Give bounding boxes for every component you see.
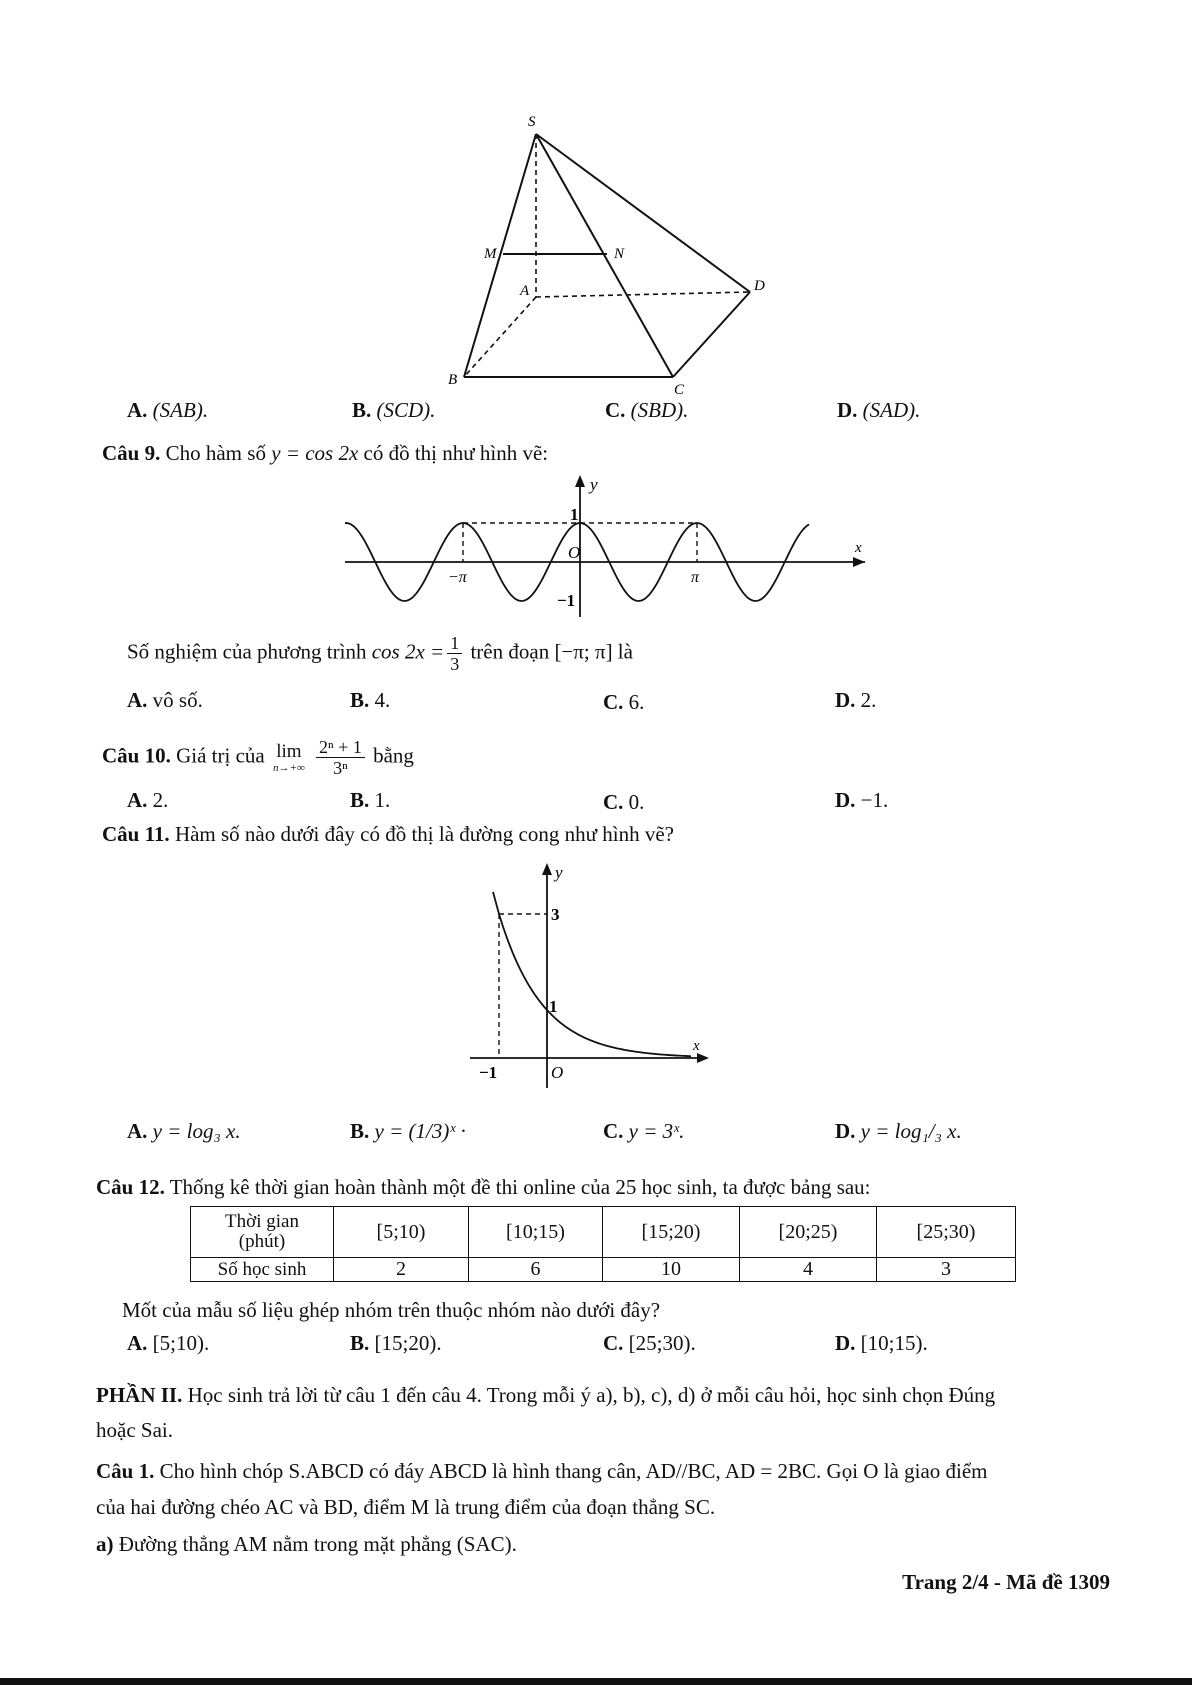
q11-option-c[interactable]: C. y = 3ˣ. bbox=[603, 1119, 685, 1143]
q8-option-a[interactable]: A. (SAB). bbox=[127, 398, 209, 422]
table-header-cell: Thời gian (phút) bbox=[191, 1207, 334, 1258]
part2-line2: hoặc Sai. bbox=[96, 1418, 173, 1442]
cos-minus-one-label: −1 bbox=[557, 591, 576, 610]
exp-minus-one-label: −1 bbox=[479, 1063, 498, 1082]
vertex-n-label: N bbox=[614, 246, 625, 262]
cos-x-axis-label: x bbox=[855, 540, 862, 556]
cos-origin-label: O bbox=[568, 543, 581, 562]
q12-stem: Câu 12. Thống kê thời gian hoàn thành một đề thi online của 25 học sinh, ta được bảng sau: bbox=[96, 1175, 871, 1199]
q12-option-d[interactable]: D. [10;15). bbox=[835, 1331, 928, 1355]
cos2x-graph bbox=[340, 472, 880, 622]
table-row bbox=[191, 1258, 1016, 1282]
q9-option-a[interactable]: A. vô số. bbox=[127, 688, 203, 712]
p2q1-item-a: a) Đường thẳng AM nằm trong mặt phẳng (SAC). bbox=[96, 1532, 517, 1556]
table-cell: 10 bbox=[603, 1258, 740, 1282]
q9-stem: Câu 9. Cho hàm số y = cos 2x có đồ thị như hình vẽ: bbox=[102, 441, 549, 465]
q11-option-d[interactable]: D. y = log₁/₃ x. bbox=[835, 1119, 962, 1143]
q12-question: Mốt của mẫu số liệu ghép nhóm trên thuộc nhóm nào dưới đây? bbox=[122, 1298, 661, 1322]
vertex-d-label: D bbox=[754, 278, 765, 294]
q8-option-d[interactable]: D. (SAD). bbox=[837, 398, 921, 422]
q9-fraction: $\frac{1}{3}$ bbox=[447, 633, 462, 674]
q10-stem: Câu 10. Giá trị của lim n→+∞ $\frac{\text{2ⁿ + 1}}{\text{3ⁿ}}$ bằng bbox=[102, 737, 414, 778]
q11-option-a[interactable]: A. y = log₃ x. bbox=[127, 1119, 241, 1143]
table-cell: [5;10) bbox=[334, 1207, 469, 1258]
table-cell: 4 bbox=[740, 1258, 877, 1282]
q11-stem: Câu 11. Hàm số nào dưới đây có đồ thị là đường cong như hình vẽ? bbox=[102, 822, 674, 846]
vertex-a-label: A bbox=[520, 283, 530, 299]
table-cell: [25;30) bbox=[877, 1207, 1016, 1258]
q9-option-c[interactable]: C. 6. bbox=[603, 690, 645, 714]
table-cell: 6 bbox=[469, 1258, 603, 1282]
vertex-s-label: S bbox=[528, 114, 536, 130]
exp-y-axis-label: y bbox=[555, 863, 563, 882]
p2q1-line2: của hai đường chéo AC và BD, điểm M là trung điểm của đoạn thẳng SC. bbox=[96, 1495, 716, 1519]
q10-option-a[interactable]: A. 2. bbox=[127, 788, 169, 812]
table-cell: [10;15) bbox=[469, 1207, 603, 1258]
table-cell: [20;25) bbox=[740, 1207, 877, 1258]
cos-one-label: 1 bbox=[570, 505, 579, 524]
table-header-cell: Số học sinh bbox=[191, 1258, 334, 1282]
cos-y-axis-label: y bbox=[590, 475, 598, 494]
q10-fraction: $\frac{\text{2ⁿ + 1}}{\text{3ⁿ}}$ bbox=[316, 737, 365, 778]
q11-option-b[interactable]: B. y = (1/3)ˣ · bbox=[350, 1119, 466, 1143]
q12-option-c[interactable]: C. [25;30). bbox=[603, 1331, 696, 1355]
q10-option-c[interactable]: C. 0. bbox=[603, 790, 645, 814]
q8-option-c[interactable]: C. (SBD). bbox=[605, 398, 689, 422]
q12-option-b[interactable]: B. [15;20). bbox=[350, 1331, 442, 1355]
q9-option-d[interactable]: D. 2. bbox=[835, 688, 877, 712]
q10-option-d[interactable]: D. −1. bbox=[835, 788, 889, 812]
q10-lim: lim n→+∞ bbox=[272, 740, 305, 774]
table-cell: [15;20) bbox=[603, 1207, 740, 1258]
q9-question: Số nghiệm của phương trình cos 2x = $\frac{1}{3}$ trên đoạn [−π; π] là bbox=[127, 633, 633, 674]
bottom-border bbox=[0, 1678, 1192, 1685]
exp-one-label: 1 bbox=[549, 997, 558, 1016]
cos-pi-label: π bbox=[691, 569, 700, 586]
vertex-m-label: M bbox=[484, 246, 497, 262]
pyramid-figure bbox=[440, 112, 780, 397]
exp-graph bbox=[455, 860, 715, 1090]
q10-option-b[interactable]: B. 1. bbox=[350, 788, 391, 812]
table-cell: 2 bbox=[334, 1258, 469, 1282]
p2q1-line1: Câu 1. Cho hình chóp S.ABCD có đáy ABCD là hình thang cân, AD//BC, AD = 2BC. Gọi O là giao điểm bbox=[96, 1459, 988, 1483]
exp-x-axis-label: x bbox=[693, 1038, 700, 1054]
q8-option-b[interactable]: B. (SCD). bbox=[352, 398, 436, 422]
table-cell: 3 bbox=[877, 1258, 1016, 1282]
vertex-b-label: B bbox=[448, 372, 458, 388]
q12-table bbox=[190, 1206, 1016, 1282]
cos-minus-pi-label: −π bbox=[448, 569, 467, 586]
exp-three-label: 3 bbox=[551, 905, 560, 924]
q9-option-b[interactable]: B. 4. bbox=[350, 688, 391, 712]
vertex-c-label: C bbox=[674, 382, 685, 397]
q12-option-a[interactable]: A. [5;10). bbox=[127, 1331, 210, 1355]
page-footer: Trang 2/4 - Mã đề 1309 bbox=[902, 1570, 1110, 1594]
table-row bbox=[191, 1207, 1016, 1258]
exp-origin-label: O bbox=[551, 1063, 564, 1082]
part2-line1: PHẦN II. Học sinh trả lời từ câu 1 đến câu 4. Trong mỗi ý a), b), c), d) ở mỗi câu hỏi, học sinh chọn Đúng bbox=[96, 1383, 996, 1407]
